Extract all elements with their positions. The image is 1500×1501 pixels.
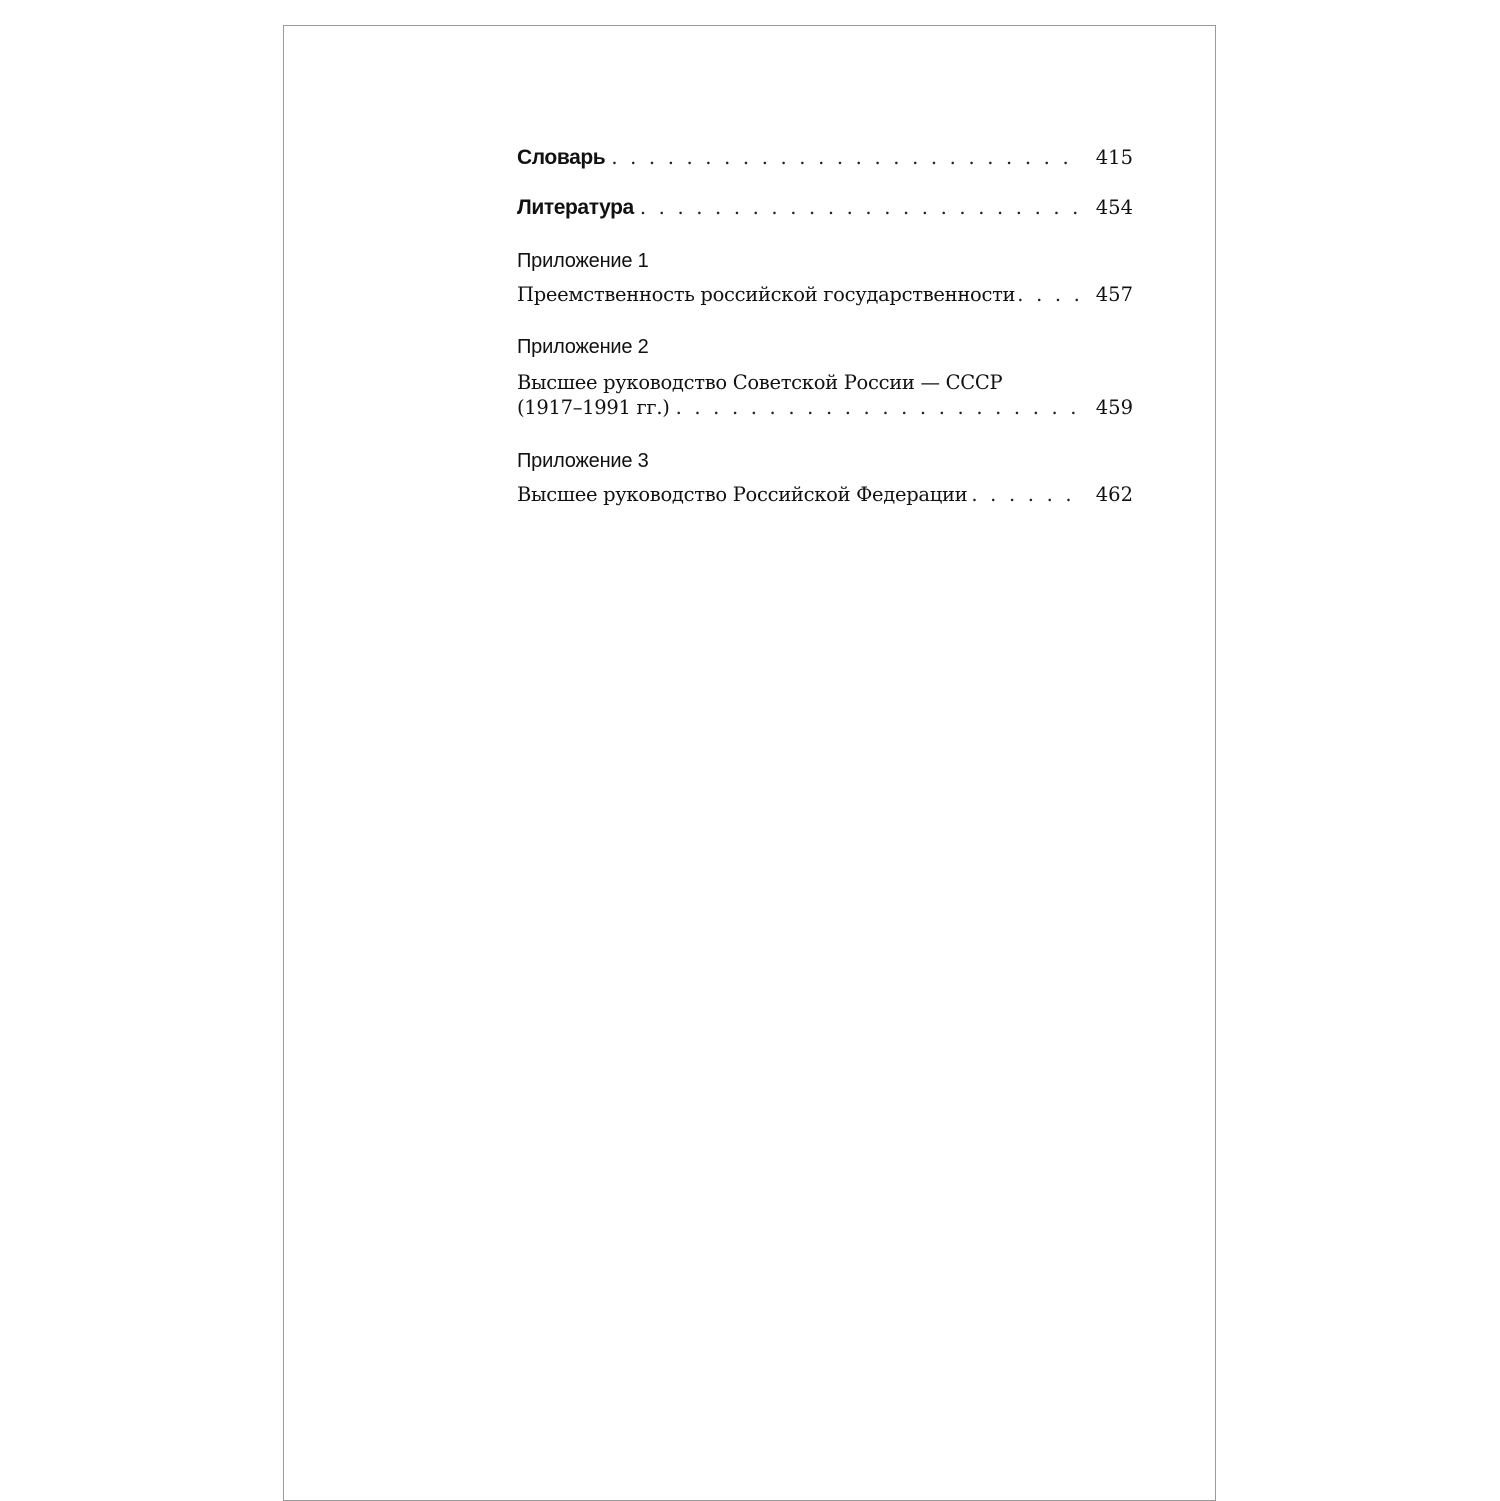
- toc-entry-title-line1: Высшее руководство Советской России — СССР: [517, 371, 1003, 394]
- appendix-label: Приложение 1: [517, 250, 649, 272]
- toc-entry-literature: [517, 196, 1133, 230]
- toc-entry-appendix-1: [517, 283, 1133, 317]
- dot-leader: [611, 146, 1079, 169]
- toc-page-number: 459: [1095, 396, 1133, 419]
- toc-entry-appendix-2: [517, 396, 1133, 430]
- appendix-label: Приложение 3: [517, 450, 649, 472]
- dot-leader: [676, 396, 1079, 419]
- dot-leader: [1017, 283, 1079, 306]
- toc-entry-title: Преемственность российской государственности: [517, 283, 1016, 306]
- toc-page-number: 457: [1095, 283, 1133, 306]
- toc-entry-glossary: [517, 146, 1133, 180]
- toc-entry-title: Высшее руководство Российской Федерации: [517, 483, 968, 506]
- toc-entry-title: Литература: [517, 196, 634, 219]
- toc-page-number: 462: [1095, 483, 1133, 506]
- toc-page-number: 415: [1095, 146, 1133, 169]
- dot-leader: [640, 196, 1079, 219]
- dot-leader: [971, 483, 1079, 506]
- toc-page-number: 454: [1095, 196, 1133, 219]
- toc-entry-title: Словарь: [517, 146, 606, 169]
- appendix-label: Приложение 2: [517, 336, 649, 358]
- book-page: [283, 25, 1216, 1501]
- toc-entry-appendix-3: [517, 483, 1133, 517]
- toc-entry-title-line2: (1917–1991 гг.): [517, 396, 670, 419]
